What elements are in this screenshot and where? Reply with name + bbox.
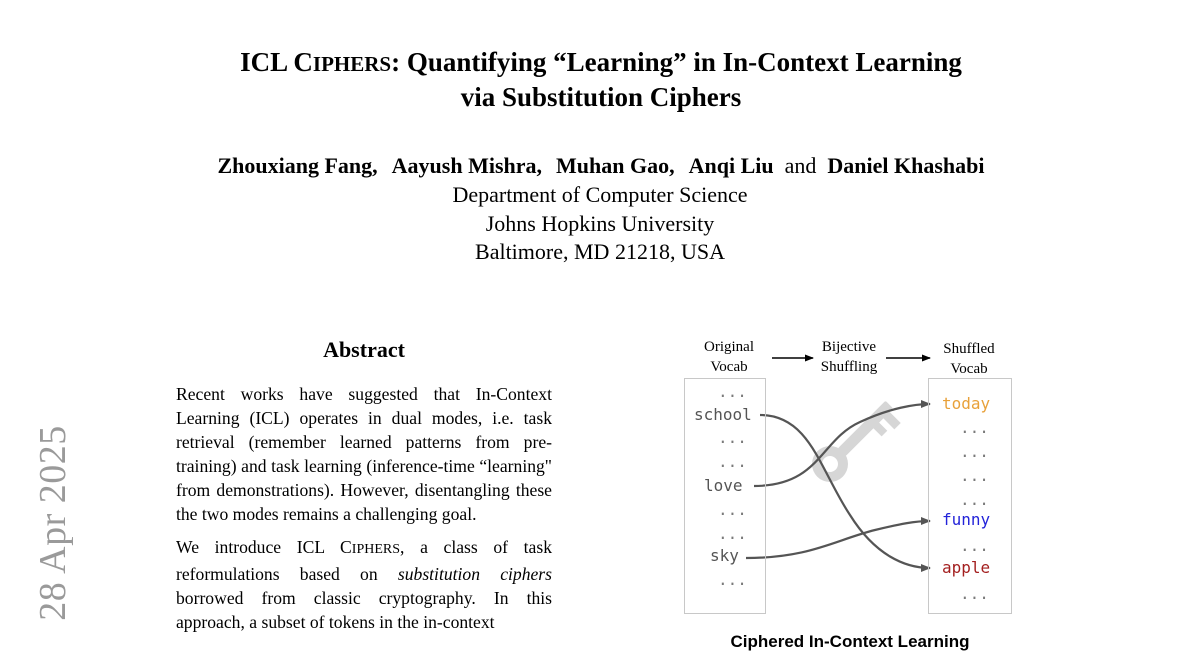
author-5: Daniel Khashabi — [827, 153, 985, 178]
author-4: Anqi Liu — [688, 153, 774, 178]
title-line-1 — [0, 46, 1200, 81]
affiliation-univ: Johns Hopkins University — [485, 210, 715, 236]
title-rest: : Quantifying “Learning” in In-Context Learning — [391, 47, 962, 77]
col-bijective-shuffling: Bijective Shuffling — [820, 339, 878, 375]
right-token-3: ... — [960, 466, 989, 485]
abstract-heading: Abstract — [323, 337, 405, 362]
author-3: Muhan Gao, — [556, 153, 675, 178]
abstract-p2-end: borrowed from classic cryptography. In this approach, a subset of tokens in the in-context — [176, 588, 552, 632]
right-token-6: ... — [960, 536, 989, 555]
right-token-2: ... — [960, 442, 989, 461]
col-original-vocab: Original Vocab — [704, 339, 754, 375]
abstract-p2-smallcaps: IPHERS — [351, 542, 401, 557]
left-token-8: ... — [718, 570, 747, 589]
abstract-p2-start: We introduce ICL C — [176, 537, 352, 557]
map-sky-funny — [746, 521, 930, 558]
affiliation-dept: Department of Computer Science — [452, 182, 748, 207]
author-1: Zhouxiang Fang, — [217, 153, 378, 178]
paper-title — [0, 46, 1200, 114]
affiliation-addr: Baltimore, MD 21218, USA — [475, 239, 725, 264]
left-token-3: ... — [718, 452, 747, 471]
abstract-body — [176, 382, 552, 643]
left-token-2: ... — [718, 428, 747, 447]
left-token-6: ... — [718, 524, 747, 543]
cipher-figure — [660, 330, 1040, 651]
left-token-love: love — [704, 476, 743, 495]
left-token-school: school — [694, 405, 752, 424]
right-token-4: ... — [960, 490, 989, 509]
right-token-funny: funny — [942, 510, 991, 529]
left-token-0: ... — [718, 382, 747, 401]
author-2: Aayush Mishra, — [391, 153, 543, 178]
right-token-8: ... — [960, 584, 989, 603]
title-line-2: via Substitution Ciphers — [460, 82, 742, 112]
abstract-p2-emphasis: substitution ciphers — [397, 564, 552, 584]
title-ciphers-smallcaps: IPHERS — [312, 52, 392, 76]
arxiv-date-text: 28 Apr 2025 — [32, 425, 74, 621]
author-list — [0, 152, 1200, 180]
abstract-p2-mid: , a class of task reformulations based on — [176, 537, 552, 584]
right-token-apple: apple — [942, 558, 991, 577]
left-token-5: ... — [718, 500, 747, 519]
abstract-paragraph-2 — [176, 535, 552, 634]
abstract-paragraph-1: Recent works have suggested that In-Context Learning (ICL) operates in dual modes, i.e. task retrieval (remember learned patterns from pre-training) and task learning (inference-time “learning" from demonstrations). However, disentangling these the two modes remains a challenging goal. — [176, 384, 552, 524]
arxiv-date-stamp — [32, 418, 74, 628]
map-school-apple — [760, 415, 930, 568]
left-token-sky: sky — [710, 546, 739, 565]
affiliation — [0, 181, 1200, 267]
right-token-today: today — [942, 394, 991, 413]
key-icon — [805, 392, 905, 492]
col-shuffled-vocab: Shuffled Vocab — [943, 341, 995, 377]
right-token-1: ... — [960, 418, 989, 437]
figure-caption: Ciphered In-Context Learning — [730, 632, 970, 651]
author-and: and — [784, 153, 817, 178]
title-icl: ICL C — [240, 47, 313, 77]
